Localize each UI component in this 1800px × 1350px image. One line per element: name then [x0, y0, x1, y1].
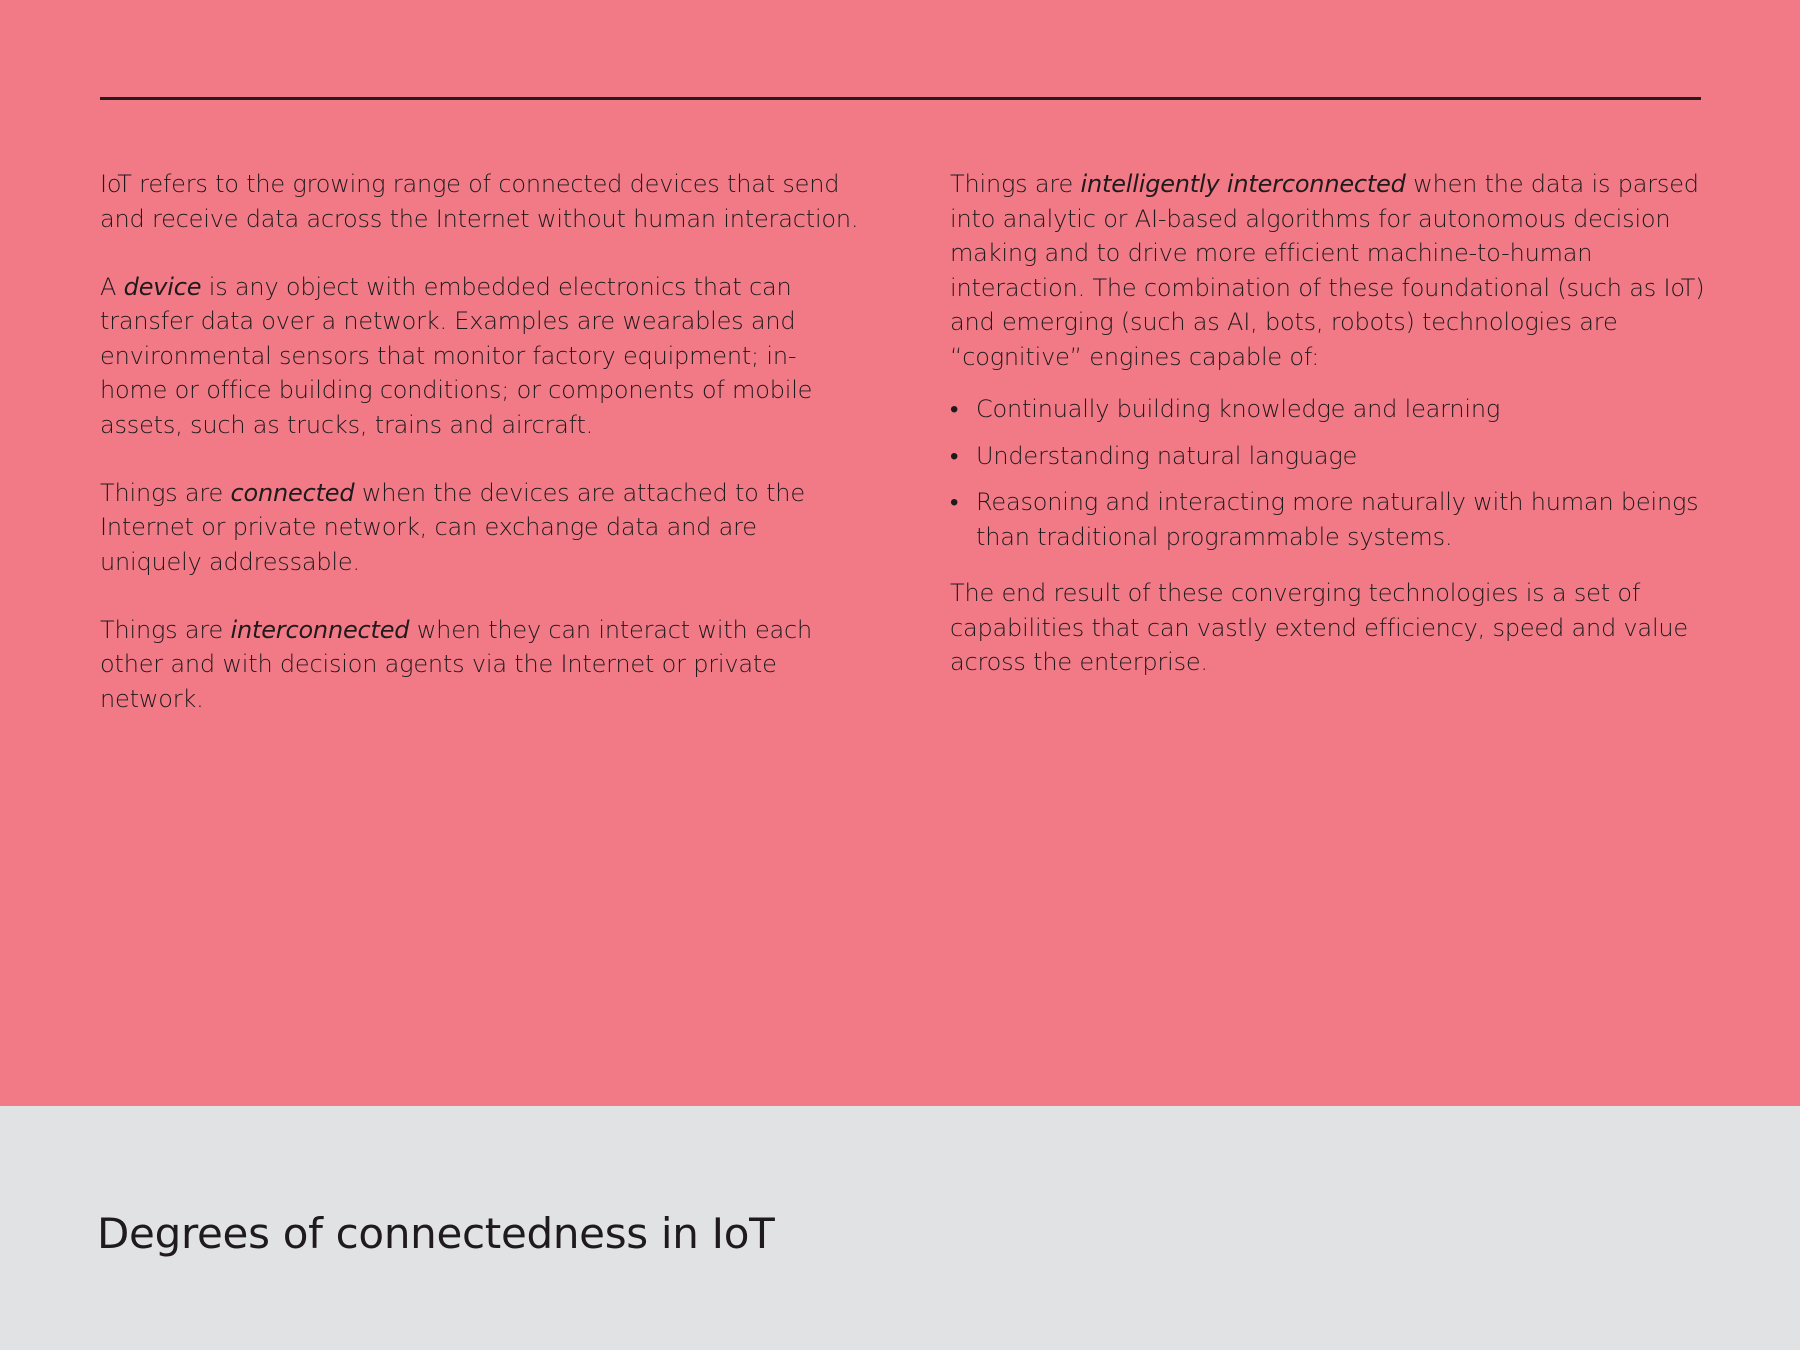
right-column	[950, 167, 1710, 714]
cognitive-capabilities-list	[950, 392, 1710, 554]
interconnected-definition-paragraph	[100, 613, 860, 717]
bullet-icon: •	[950, 441, 959, 470]
device-definition-paragraph	[100, 270, 860, 443]
interconnected-definition-lead: Things are	[100, 615, 231, 644]
list-item-text: Understanding natural language	[976, 441, 1358, 470]
iot-definition-paragraph	[100, 167, 860, 236]
list-item-text: Continually building knowledge and learning	[976, 395, 1501, 423]
connected-definition-text: when the devices are attached to the Internet or private network, can exchange data and are uniquely addressable.	[100, 478, 805, 576]
iot-definition-text: IoT refers to the growing range of connected devices that send and receive data across the Internet without human interaction.	[100, 170, 859, 233]
intelligently-interconnected-term: intelligently interconnected	[1080, 170, 1406, 198]
top-divider-rule	[100, 97, 1701, 100]
connected-definition-lead: Things are	[100, 478, 231, 507]
bullet-icon: •	[950, 395, 959, 423]
connected-definition-paragraph	[100, 476, 860, 580]
end-result-text: The end result of these converging technologies is a set of capabilities that can vastly extend efficiency, speed and value across the enterprise.	[950, 579, 1688, 676]
end-result-paragraph	[950, 576, 1710, 680]
list-item	[950, 392, 1710, 427]
interconnected-definition-text: when they can interact with each other and with decision agents via the Internet or private network.	[100, 615, 813, 713]
intelligently-interconnected-paragraph	[950, 167, 1710, 374]
intelligently-interconnected-text: when the data is parsed into analytic or AI-based algorithms for autonomous decision making and to drive more efficient machine-to-human interaction. The combination of these foundational (such as IoT) and emerging (such as AI, bots, robots) technologies are “cognitive” engines capable of:	[950, 170, 1705, 371]
device-definition-text: is any object with embedded electronics that can transfer data over a network. Examples are wearables and environmental sensors that monitor factory equipment; in-home or office building conditions; or components of mobile assets, such as trucks, trains and aircraft.	[100, 272, 813, 439]
intelligently-interconnected-lead: Things are	[950, 170, 1081, 198]
interconnected-term: interconnected	[230, 615, 410, 644]
list-item	[950, 485, 1710, 554]
list-item-text: Reasoning and interacting more naturally with human beings than traditional programmable systems.	[976, 488, 1699, 551]
section-title: Degrees of connectedness in IoT	[97, 1209, 775, 1258]
connected-term: connected	[230, 478, 355, 507]
device-definition-lead: A	[100, 272, 124, 301]
bullet-icon: •	[950, 488, 959, 516]
device-term: device	[123, 272, 202, 301]
left-column	[100, 167, 860, 750]
list-item	[950, 439, 1710, 474]
